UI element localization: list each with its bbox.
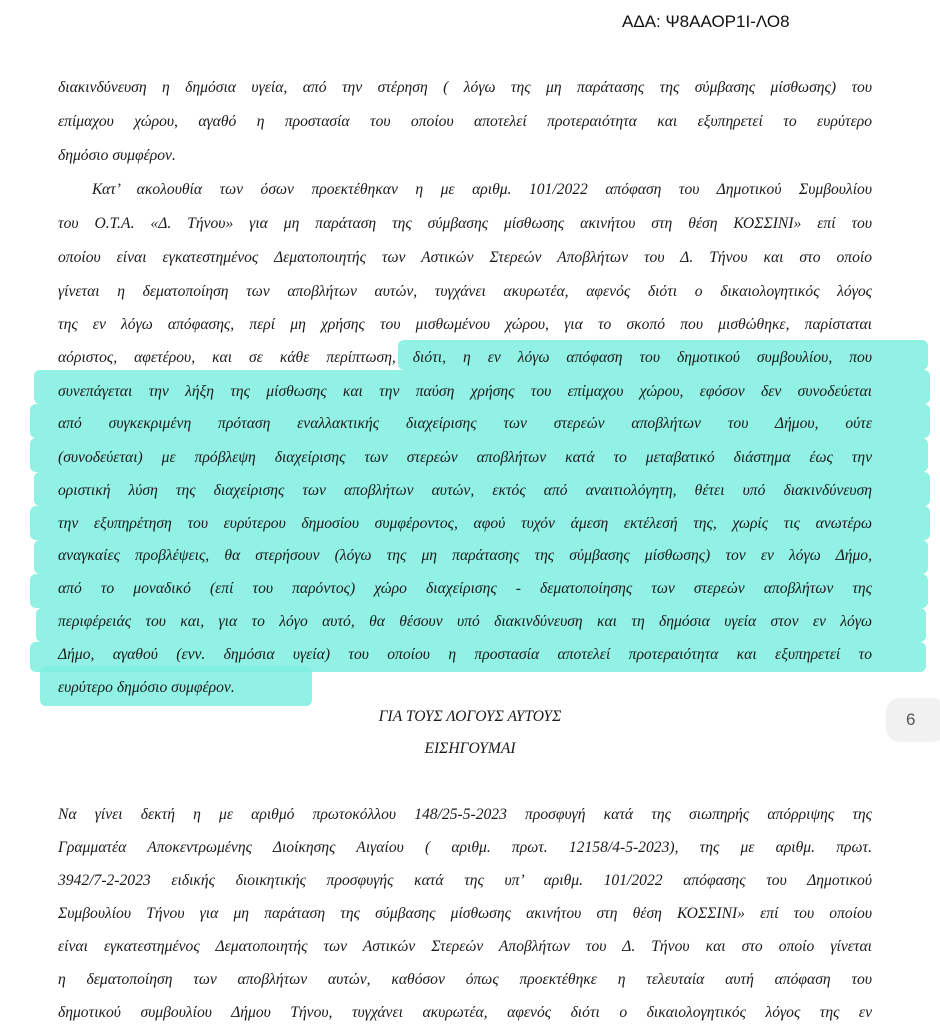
paragraph2-line: αόριστος, αφετέρου, και σε κάθε περίπτωση, διότι, η εν λόγω απόφαση του δημοτικού συμβουλίου, που	[58, 349, 872, 366]
paragraph2-line: από το μοναδικό (επί του παρόντος) χώρο διαχείρισης - δεματοποίησης των στερεών αποβλήτων της	[58, 580, 872, 597]
paragraph2-line: την εξυπηρέτηση του ευρύτερου δημοσίου συμφέροντος, αφού τυχόν άμεση εκτέλεσή της, χωρίς τις ανωτέρω	[58, 515, 872, 532]
paragraph3-line: δημοτικού συμβουλίου Δήμου Τήνου, τυγχάνει ακυρωτέα, αφενός διότι ο δικαιολογητικός λόγος της εν	[58, 1004, 872, 1021]
paragraph3-line: η δεματοποίηση των αποβλήτων αυτών, καθόσον όπως προεκτέθηκε η τελευταία αυτή απόφαση του	[58, 971, 872, 988]
heading-reasons: ΓΙΑ ΤΟΥΣ ΛΟΓΟΥΣ ΑΥΤΟΥΣ	[378, 708, 562, 725]
paragraph2-line: Κατ’ ακολουθία των όσων προεκτέθηκαν η με αριθμ. 101/2022 απόφαση του Δημοτικού Συμβουλίου	[92, 181, 872, 198]
paragraph2-line: Δήμο, αγαθού (ενν. δημόσια υγεία) του οποίου η προστασία αποτελεί προτεραιότητα και εξυπηρετεί το	[58, 646, 872, 663]
paragraph1-line: δημόσιο συμφέρον.	[58, 147, 176, 164]
paragraph2-line: συνεπάγεται την λήξη της μίσθωσης και την παύση χρήσης του επίμαχου χώρου, εφόσον δεν συνοδεύεται	[58, 383, 872, 400]
paragraph2-line: περιφέρειάς του και, για το λόγο αυτό, θα θέσουν υπό διακινδύνευση και τη δημόσια υγεία στον εν λόγω	[58, 613, 872, 630]
paragraph2-line: ευρύτερο δημόσιο συμφέρον.	[58, 679, 235, 696]
paragraph2-line: από συγκεκριμένη πρόταση εναλλακτικής διαχείρισης των στερεών αποβλήτων του Δήμου, ούτε	[58, 415, 872, 432]
paragraph3-line: Συμβουλίου Τήνου για μη παράταση της σύμβασης μίσθωσης ακινήτου στη θέση ΚΟΣΣΙΝΙ» επί του οποίου	[58, 905, 872, 922]
page-number-indicator: 6	[886, 698, 940, 742]
paragraph2-line: του Ο.Τ.Α. «Δ. Τήνου» για μη παράταση της σύμβασης μίσθωσης ακινήτου στη θέση ΚΟΣΣΙΝΙ» επί του	[58, 215, 872, 232]
paragraph3-line: 3942/7-2-2023 ειδικής διοικητικής προσφυγής κατά της υπ’ αριθμ. 101/2022 απόφασης του Δημοτικού	[58, 872, 872, 889]
paragraph2-line: οριστική λύση της διαχείρισης των αποβλήτων αυτών, εκτός από αναιτιολόγητη, θέτει υπό διακινδύνευση	[58, 482, 872, 499]
paragraph3-line: είναι εγκατεστημένος Δεματοποιητής των Αστικών Στερεών Αποβλήτων του Δ. Τήνου και στο οποίο γίνεται	[58, 938, 872, 955]
paragraph1-line: διακινδύνευση η δημόσια υγεία, από την στέρηση ( λόγω της μη παράτασης της σύμβασης μίσθωσης) του	[58, 79, 872, 96]
paragraph1-line: επίμαχου χώρου, αγαθό η προστασία του οποίου αποτελεί προτεραιότητα και εξυπηρετεί το ευρύτερο	[58, 113, 872, 130]
paragraph2-line: οποίου είναι εγκατεστημένος Δεματοποιητής των Αστικών Στερεών Αποβλήτων του Δ. Τήνου και στο οποίο	[58, 249, 872, 266]
ada-code: ΑΔΑ: Ψ8ΑΑΟΡ1Ι-ΛΟ8	[622, 12, 790, 31]
paragraph2-line: αναγκαίες προβλέψεις, θα στερήσουν (λόγω της μη παράτασης της σύμβασης μίσθωσης) τον εν λόγω Δήμο,	[58, 547, 872, 564]
paragraph2-line: της εν λόγω απόφασης, περί μη χρήσης του μισθωμένου χώρου, για το σκοπό που μισθώθηκε, παρίσταται	[58, 316, 872, 333]
heading-propose: ΕΙΣΗΓΟΥΜΑΙ	[424, 740, 516, 757]
paragraph2-line: γίνεται η δεματοποίηση των αποβλήτων αυτών, τυγχάνει ακυρωτέα, αφενός διότι ο δικαιολογητικός λόγος	[58, 283, 872, 300]
paragraph3-line: Να γίνει δεκτή η με αριθμό πρωτοκόλλου 148/25-5-2023 προσφυγή κατά της σιωπηρής απόρριψης της	[58, 806, 872, 823]
paragraph3-line: Γραμματέα Αποκεντρωμένης Διοίκησης Αιγαίου ( αριθμ. πρωτ. 12158/4-5-2023), της με αριθμ. πρωτ.	[58, 839, 872, 856]
paragraph2-line: (συνοδεύεται) με πρόβλεψη διαχείρισης των στερεών αποβλήτων κατά το μεταβατικό διάστημα έως την	[58, 449, 872, 466]
